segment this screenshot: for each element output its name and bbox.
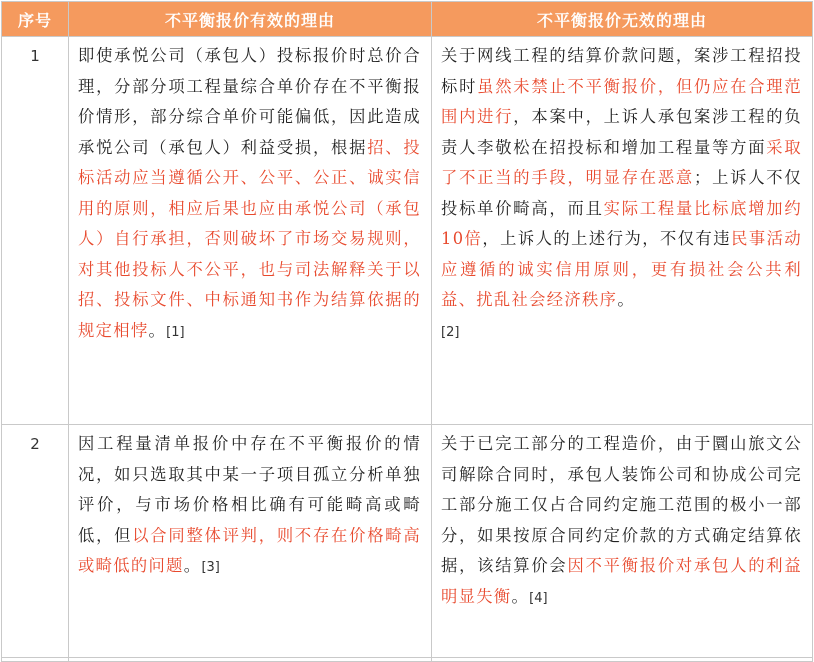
effective-reason-text [69, 425, 431, 590]
highlighted-text-segment: 招、投标活动应当遵循公开、公平、公正、诚实信用的原则，相应后果也应由承悦公司（承包人）自行承担，否则破坏了市场交易规则，对其他投标人不公平，也与司法解释关于以招、投标文件、中标通知书作为结算依据的规定相悖 [78, 137, 421, 340]
citation-reference: [1] [166, 324, 185, 340]
header-row [2, 2, 813, 37]
citation-reference: [3] [201, 560, 220, 575]
highlighted-text-segment: 采取了不正当的手段，明显存在恶意 [441, 137, 802, 187]
highlighted-text-segment: 民事活动应遵循的诚实信用原则，更有损社会公共利益、扰乱社会经济秩序 [441, 229, 802, 309]
text-segment: 。 [617, 290, 635, 309]
text-segment: ，上诉人的上述行为，不仅有违 [482, 229, 732, 248]
highlighted-text-segment: 因不平衡报价对承包人的利益明显失衡 [441, 556, 802, 606]
citation-reference: [4] [529, 590, 548, 606]
table-row [2, 425, 813, 658]
citation-reference: [2] [441, 324, 460, 340]
empty-cell [69, 658, 432, 662]
text-segment: ，本案中，上诉人承包案涉工程的负责人李敬松在招投标和增加工程量等方面 [441, 107, 802, 157]
text-segment: 。 [148, 320, 167, 340]
text-segment: 关于网线工程的结算价款问题，案涉工程招投标时 [441, 46, 802, 96]
invalid-reason-cell [432, 425, 813, 658]
invalid-reason-cell [432, 37, 813, 425]
empty-cell [432, 658, 813, 662]
text-segment: 即使承悦公司（承包人）投标报价时总价合理，分部分项工程量综合单价存在不平衡报价情形，部分综合单价可能偏低，因此造成承悦公司（承包人）利益受损，根据 [78, 46, 421, 157]
effective-reason-cell [69, 425, 432, 658]
text-segment: 。 [511, 586, 530, 606]
text-segment: 。 [183, 556, 202, 575]
highlighted-text-segment: 实际工程量比标底增加约10倍 [441, 198, 803, 248]
highlighted-text-segment: 以合同整体评判，则不存在价格畸高或畸低的问题 [78, 525, 421, 575]
invalid-reason-text [432, 37, 812, 354]
text-segment: 因工程量清单报价中存在不平衡报价的情况，如只选取其中某一子项目孤立分析单独评价，与市场价格相比确有可能畸高或畸低，但 [78, 434, 421, 545]
effective-reason-text [69, 37, 431, 354]
header-number: 序号 [2, 2, 69, 37]
text-segment: ；上诉人不仅投标单价畸高，而且 [441, 168, 802, 218]
header-effective-reasons: 不平衡报价有效的理由 [69, 2, 432, 37]
table-row-partial [2, 658, 813, 662]
highlighted-text-segment: 虽然未禁止不平衡报价，但仍应在合理范围内进行 [441, 76, 803, 126]
row-number: 2 [2, 425, 69, 658]
invalid-reason-text [432, 425, 812, 620]
header-invalid-reasons: 不平衡报价无效的理由 [432, 2, 813, 37]
table-row [2, 37, 813, 425]
text-segment: 关于已完工部分的工程造价，由于圜山旅文公司解除合同时，承包人装饰公司和协成公司完工部分施工仅占合同约定施工范围的极小一部分，如果按原合同约定价款的方式确定结算依据，该结算价会 [441, 434, 802, 575]
effective-reason-cell [69, 37, 432, 425]
row-number: 1 [2, 37, 69, 425]
comparison-table [1, 1, 813, 662]
empty-cell [2, 658, 69, 662]
